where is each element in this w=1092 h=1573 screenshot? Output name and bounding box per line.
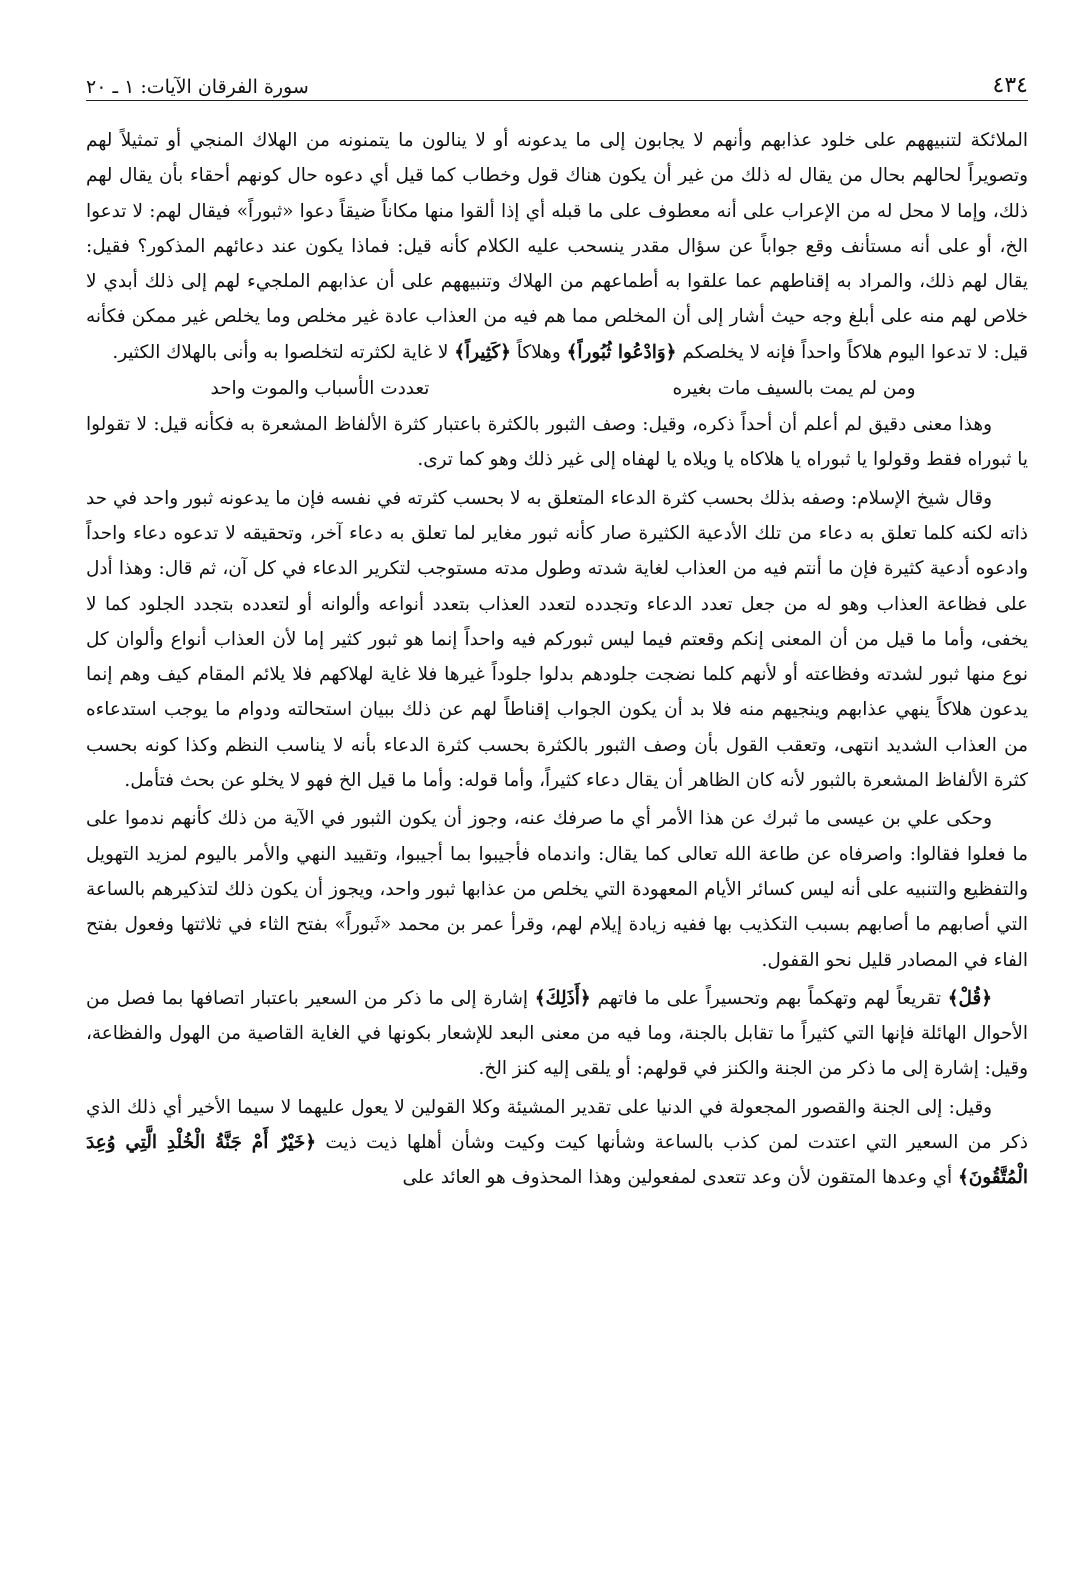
verse-first-hemistich: ومن لم يمت بالسيف مات بغيره bbox=[672, 378, 916, 400]
paragraph-text: لا غاية لكثرته لتخلصوا به وأنى بالهلاك الكثير. bbox=[112, 341, 449, 363]
quran-quote: ﴿وَادْعُوا ثُبُوراً﴾ bbox=[566, 341, 677, 363]
paragraph-text: إشارة إلى ما ذكر من السعير باعتبار اتصافها بما فصل من الأحوال الهائلة فإنها التي كثيراً ما تقابل بالجنة، وما فيه من معنى البعد للإشعار بكونها في الغاية القاصية من الهول والفظاعة، وقيل: إشارة إلى ما ذكر من الجنة والكنز في قولهم: أو يلقى إليه كنز الخ. bbox=[86, 987, 1028, 1080]
quran-quote: ﴿كَثِيراً﴾ bbox=[454, 341, 511, 363]
verse-second-hemistich: تعددت الأسباب والموت واحد bbox=[210, 378, 430, 400]
book-page bbox=[86, 56, 1028, 1196]
page-header bbox=[86, 56, 1028, 101]
paragraph: وهذا معنى دقيق لم أعلم أن أحداً ذكره، وقيل: وصف الثبور بالكثرة باعتبار كثرة الألفاظ المشعرة به فكأنه قيل: لا تقولوا يا ثبوراه فقط وقولوا يا ثبوراه يا هلاكاه يا ويلاه يا لهفاه إلى غير ذلك وهو كما ترى. bbox=[86, 414, 1028, 471]
paragraph-text: تقريعاً لهم وتهكماً بهم وتحسيراً على ما فاتهم bbox=[597, 987, 941, 1009]
running-title: سورة الفرقان الآيات: ١ ـ ٢٠ bbox=[86, 76, 309, 98]
page-number: ٤٣٤ bbox=[992, 73, 1028, 98]
paragraph bbox=[86, 981, 1028, 1087]
paragraph: وقال شيخ الإسلام: وصفه بذلك بحسب كثرة الدعاء المتعلق به لا بحسب كثرته في نفسه فإن ما يدعونه ثبور واحد في حد ذاته لكنه كلما تعلق به دعاء من تلك الأدعية الكثيرة صار كأنه ثبور مغاير لما تعلق به دعاء آخر، وتحقيقه لا تدعوه دعاء واحداً وادعوه أدعية كثيرة فإن ما أنتم فيه من العذاب لغاية شدته وطول مدته مستوجب لتكرير الدعاء في كل آن، ثم قال: وهذا أدل على فظاعة العذاب وهو له من جعل تعدد الدعاء وتجدده لتعدد العذاب بتعدد أنواعه وألوانه أو لتعدده بتجدد الجلود كما لا يخفى، وأما ما قيل من أن المعنى إنكم وقعتم فيما ليس ثبوركم فيه واحداً إنما هو ثبور كثير إما لأن العذاب أنواع وألوان كل نوع منها ثبور لشدته وفظاعته أو لأنهم كلما نضجت جلودهم بدلوا جلوداً غيرها فلا غاية لهلاكهم فلا يلائم المقام كيف وهم إنما يدعون هلاكاً ينهي عذابهم وينجيهم منه فلا بد أن يكون الجواب إقناطاً لهم عن ذلك ببيان استحالته ودوام ما يوجب استدعاءه من العذاب الشديد انتهى، وتعقب القول بأن وصف الثبور بالكثرة بحسب كثرة الدعاء بأنه لا يناسب النظم وكذا كونه بحسب كثرة الألفاظ المشعرة بالثبور لأنه كان الظاهر أن يقال دعاء كثيراً، وأما قوله: وأما ما قيل الخ فهو لا يخلو عن بحث فتأمل. bbox=[86, 487, 1028, 792]
quran-quote: ﴿خَيْرٌ أَمْ جَنَّةُ الْخُلْدِ الَّتِي وُعِدَ الْمُتَّقُونَ﴾ bbox=[86, 1132, 1028, 1189]
paragraph-text: وقيل: إلى الجنة والقصور المجعولة في الدنيا على تقدير المشيئة وكلا القولين لا يعول عليهما لا سيما الأخير أي ذلك الذي ذكر من السعير التي اعتدت لمن كذب بالساعة وشأنها كيت وكيت وشأن أهلها ذيت ذيت bbox=[86, 1096, 1028, 1154]
paragraph bbox=[86, 123, 1028, 370]
poetry-verse bbox=[86, 370, 1028, 407]
paragraph: وحكى علي بن عيسى ما ثبرك عن هذا الأمر أي ما صرفك عنه، وجوز أن يكون الثبور في الآية من ذلك كأنهم ندموا على ما فعلوا فقالوا: واصرفاه عن طاعة الله تعالى كما يقال: واندماه فأجيبوا بما أجيبوا، وتقييد النهي والأمر باليوم لمزيد التهويل والتفظيع والتنبيه على أنه ليس كسائر الأيام المعهودة التي يخلص من عذابها ثبور واحد، ويجوز أن يكون ذلك لتذكيرهم بالساعة التي أصابهم ما أصابهم بسبب التكذيب بها ففيه زيادة إيلام لهم، وقرأ عمر بن محمد «ثَبوراً» بفتح الثاء في ثلاثتها وفعول بفتح الفاء في المصادر قليل نحو القفول. bbox=[86, 808, 1028, 971]
quran-quote: ﴿قُلْ﴾ bbox=[947, 987, 992, 1009]
paragraph-text: وهلاكاً bbox=[516, 341, 561, 363]
paragraph-text: أي وعدها المتقون لأن وعد تتعدى لمفعولين وهذا المحذوف هو العائد على bbox=[402, 1167, 953, 1189]
page-content bbox=[86, 123, 1028, 1196]
paragraph bbox=[86, 1090, 1028, 1196]
paragraph-text: الملائكة لتنبيههم على خلود عذابهم وأنهم لا يجابون إلى ما يدعونه أو لا ينالون ما يتمنونه من الهلاك المنجي أو تمثيلاً لهم وتصويراً لحالهم بحال من يقال له ذلك من غير أن يكون هناك قول وخطاب كما قيل أي دعوه حال كونهم أحقاء بأن يقال لهم ذلك، وإما لا محل له من الإعراب على أنه معطوف على ما قبله أي إذا ألقوا منها مكاناً ضيقاً دعوا «ثبوراً» فيقال لهم: لا تدعوا الخ، أو على أنه مستأنف وقع جواباً عن سؤال مقدر ينسحب عليه الكلام كأنه قيل: فماذا يكون عند دعائهم المذكور؟ فقيل: يقال لهم ذلك، والمراد به إقناطهم عما علقوا به أطماعهم من الهلاك وتنبيههم على أن عذابهم الملجيء لهم إلى ذلك أبدي لا خلاص لهم منه على أبلغ وجه حيث أشار إلى أن المخلص مما هم فيه من العذاب عادة غير مخلص وما يخلص غير ممكن فكأنه قيل: لا تدعوا اليوم هلاكاً واحداً فإنه لا يخلصكم bbox=[86, 130, 1028, 363]
quran-quote: ﴿أَذَلِكَ﴾ bbox=[534, 987, 591, 1009]
